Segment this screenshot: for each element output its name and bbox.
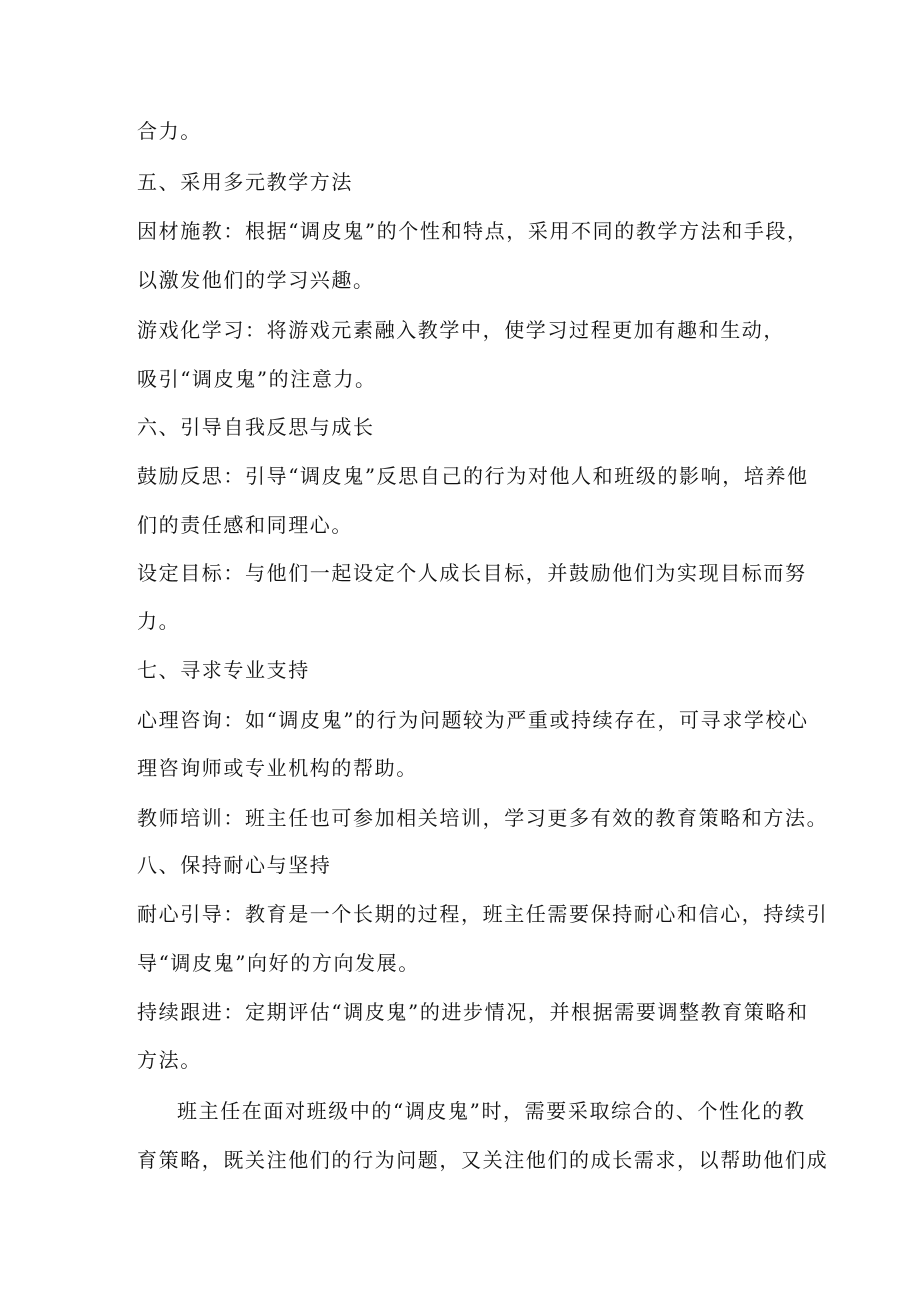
- text-line: 因材施教：根据“调皮鬼”的个性和特点，采用不同的教学方法和手段，: [137, 219, 809, 243]
- text-line: 力。: [137, 609, 181, 633]
- text-line: 吸引“调皮鬼”的注意力。: [137, 367, 377, 391]
- text-line: 鼓励反思：引导“调皮鬼”反思自己的行为对他人和班级的影响，培养他: [137, 464, 809, 488]
- section-heading: 七、寻求专业支持: [137, 658, 310, 682]
- text-line: 心理咨询：如“调皮鬼”的行为问题较为严重或持续存在，可寻求学校心: [137, 708, 809, 732]
- section-heading: 六、引导自我反思与成长: [137, 415, 375, 439]
- text-line: 游戏化学习：将游戏元素融入教学中，使学习过程更加有趣和生动，: [137, 318, 785, 342]
- paragraph-first-line: 班主任在面对班级中的“调皮鬼”时，需要采取综合的、个性化的教: [177, 1099, 806, 1123]
- text-line: 持续跟进：定期评估“调皮鬼”的进步情况，并根据需要调整教育策略和: [137, 1000, 809, 1024]
- text-line: 耐心引导：教育是一个长期的过程，班主任需要保持耐心和信心，持续引: [137, 902, 829, 926]
- text-line: 理咨询师或专业机构的帮助。: [137, 756, 418, 780]
- text-line: 育策略，既关注他们的行为问题，又关注他们的成长需求，以帮助他们成: [137, 1148, 829, 1172]
- text-line: 方法。: [137, 1048, 202, 1072]
- text-line: 设定目标：与他们一起设定个人成长目标，并鼓励他们为实现目标而努: [137, 561, 807, 585]
- text-line: 们的责任感和同理心。: [137, 513, 353, 537]
- text-line: 导“调皮鬼”向好的方向发展。: [137, 951, 420, 975]
- section-heading: 五、采用多元教学方法: [137, 170, 353, 194]
- text-line: 教师培训：班主任也可参加相关培训，学习更多有效的教育策略和方法。: [137, 806, 829, 830]
- section-heading: 八、保持耐心与坚持: [137, 853, 332, 877]
- text-line: 以激发他们的学习兴趣。: [137, 268, 375, 292]
- text-line: 合力。: [137, 119, 202, 143]
